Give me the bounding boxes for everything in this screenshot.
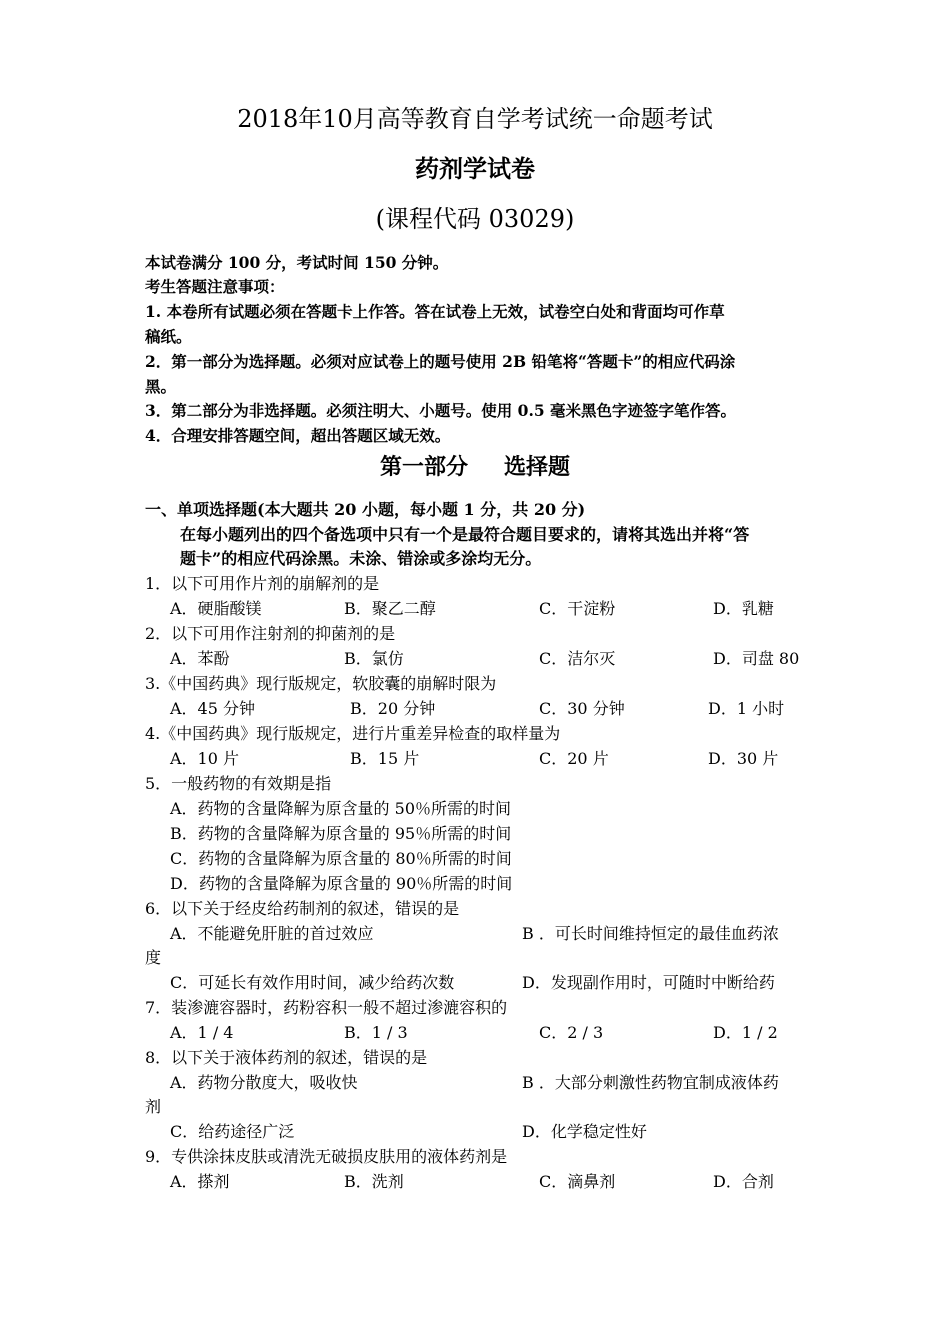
notice-item-1: 1. 本卷所有试题必须在答题卡上作答。答在试卷上无效，试卷空白处和背面均可作草 — [145, 302, 725, 321]
option-a: A．不能避免肝脏的首过效应 — [170, 924, 374, 943]
option-b: B．洗剂 — [344, 1172, 404, 1191]
exam-title: 2018年10月高等教育自学考试统一命题考试 — [237, 105, 713, 133]
option-b: B．氯仿 — [344, 649, 404, 668]
option-c: C．可延长有效作用时间，减少给药次数 — [170, 973, 455, 992]
question-stem: 3.《中国药典》现行版规定，软胶囊的崩解时限为 — [145, 674, 497, 693]
option-b-wrap: 剂 — [145, 1097, 162, 1116]
notice-item-3: 3．第二部分为非选择题。必须注明大、小题号。使用 0.5 毫米黑色字迹签字笔作答。 — [145, 401, 737, 420]
option-b-wrap: 度 — [145, 948, 162, 967]
option-a: A．药物分散度大，吸收快 — [170, 1073, 358, 1092]
question-stem: 4.《中国药典》现行版规定，进行片重差异检查的取样量为 — [145, 724, 561, 743]
option-d: D．1 小时 — [708, 699, 785, 718]
question-stem: 9．专供涂抹皮肤或清洗无破损皮肤用的液体药剂是 — [145, 1147, 508, 1166]
section-heading: 一、单项选择题(本大题共 20 小题，每小题 1 分，共 20 分) — [145, 500, 586, 519]
option-b: B．15 片 — [350, 749, 420, 768]
option-b: B ．可长时间维持恒定的最佳血药浓 — [522, 924, 779, 943]
option-d: D．药物的含量降解为原含量的 90％所需的时间 — [170, 874, 513, 893]
section-description: 在每小题列出的四个备选项中只有一个是最符合题目要求的，请将其选出并将“答 — [180, 525, 750, 544]
option-a: A．45 分钟 — [170, 699, 256, 718]
option-a: A．1 / 4 — [170, 1023, 234, 1042]
option-c: C．滴鼻剂 — [539, 1172, 616, 1191]
option-d: D．30 片 — [708, 749, 779, 768]
part-heading — [0, 452, 950, 482]
option-b: B．1 / 3 — [344, 1023, 408, 1042]
option-c: C．30 分钟 — [539, 699, 625, 718]
option-d: D．乳糖 — [713, 599, 774, 618]
part-label: 第一部分 — [379, 454, 468, 480]
question-stem: 5．一般药物的有效期是指 — [145, 774, 332, 793]
notice-item-2: 2．第一部分为选择题。必须对应试卷上的题号使用 2B 铅笔将“答题卡”的相应代码涂 — [145, 352, 736, 371]
option-c: C．给药途径广泛 — [170, 1122, 295, 1141]
option-b: B．药物的含量降解为原含量的 95％所需的时间 — [170, 824, 512, 843]
option-b: B ．大部分刺激性药物宜制成液体药 — [522, 1073, 779, 1092]
notice-item-1-wrap: 稿纸。 — [145, 327, 192, 346]
question-stem: 8．以下关于液体药剂的叙述，错误的是 — [145, 1048, 428, 1067]
option-d: D．发现副作用时，可随时中断给药 — [522, 973, 775, 992]
option-a: A．药物的含量降解为原含量的 50％所需的时间 — [170, 799, 512, 818]
option-c: C．20 片 — [539, 749, 609, 768]
question-stem: 2．以下可用作注射剂的抑菌剂的是 — [145, 624, 396, 643]
option-b: B．聚乙二醇 — [344, 599, 436, 618]
option-d: D．1 / 2 — [713, 1023, 778, 1042]
option-c: C．干淀粉 — [539, 599, 616, 618]
option-a: A．10 片 — [170, 749, 240, 768]
option-a: A．硬脂酸镁 — [170, 599, 262, 618]
option-b: B．20 分钟 — [350, 699, 436, 718]
option-d: D．化学稳定性好 — [522, 1122, 647, 1141]
question-stem: 6．以下关于经皮给药制剂的叙述，错误的是 — [145, 899, 460, 918]
option-a: A．搽剂 — [170, 1172, 230, 1191]
question-stem: 1．以下可用作片剂的崩解剂的是 — [145, 574, 380, 593]
option-a: A．苯酚 — [170, 649, 230, 668]
option-c: C．2 / 3 — [539, 1023, 604, 1042]
notice-heading: 考生答题注意事项： — [145, 277, 285, 296]
notice-item-2-wrap: 黑。 — [145, 377, 177, 396]
course-code: (课程代码 03029) — [375, 205, 575, 233]
option-c: C．洁尔灭 — [539, 649, 616, 668]
score-time-note: 本试卷满分 100 分，考试时间 150 分钟。 — [145, 253, 449, 272]
part-name: 选择题 — [504, 454, 571, 480]
paper-title: 药剂学试卷 — [415, 154, 535, 183]
option-c: C．药物的含量降解为原含量的 80％所需的时间 — [170, 849, 512, 868]
option-d: D．合剂 — [713, 1172, 774, 1191]
question-stem: 7．装渗漉容器时，药粉容积一般不超过渗漉容积的 — [145, 998, 508, 1017]
notice-item-4: 4．合理安排答题空间，超出答题区域无效。 — [145, 426, 451, 445]
section-description-wrap: 题卡”的相应代码涂黑。未涂、错涂或多涂均无分。 — [180, 549, 542, 568]
option-d: D．司盘 80 — [713, 649, 800, 668]
